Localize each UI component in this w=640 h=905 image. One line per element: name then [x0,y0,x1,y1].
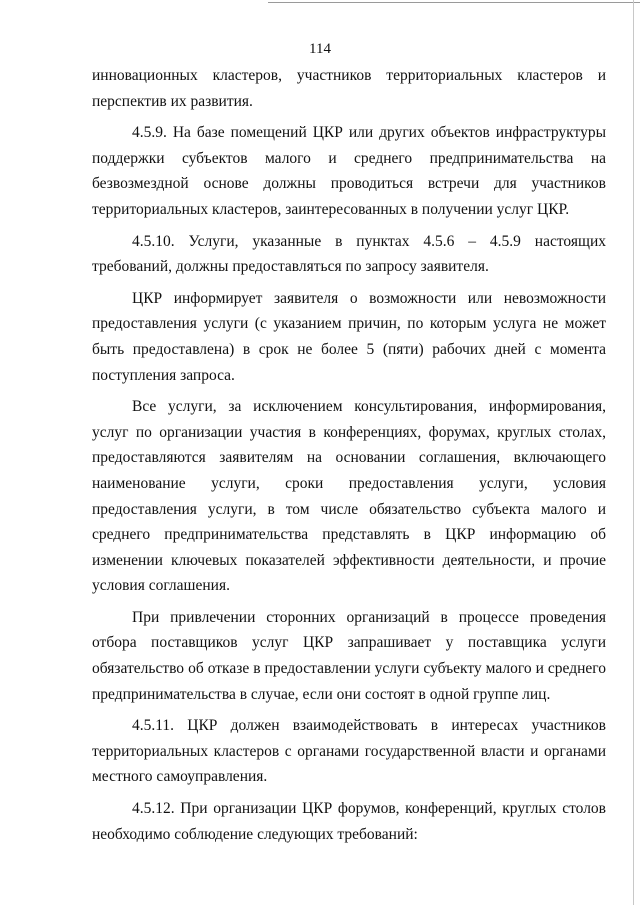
paragraph-4-5-11: 4.5.11. ЦКР должен взаимодействовать в интересах участников территориальных кластеров с органами государственной власти и органами местного самоуправления. [92,717,606,786]
paragraph-third-parties: При привлечении сторонних организаций в процессе проведения отбора поставщиков услуг ЦКР запрашивает у поставщика услуги обязательство об отказе в предоставлении услуги субъекту малого и среднего предпринимательства в случае, если они состоят в одной группе лиц. [92,608,606,703]
paragraph-4-5-12: 4.5.12. При организации ЦКР форумов, конференций, круглых столов необходимо соблюдение следующих требований: [92,800,606,843]
paragraph-continuation: инновационных кластеров, участников территориальных кластеров и перспектив их развития. [92,67,606,110]
paragraph-4-5-10: 4.5.10. Услуги, указанные в пунктах 4.5.6 – 4.5.9 настоящих требований, должны предоставляться по запросу заявителя. [92,232,606,276]
document-body [92,63,606,847]
paragraph-4-5-9: 4.5.9. На базе помещений ЦКР или других объектов инфраструктуры поддержки субъектов малого и среднего предпринимательства на безвозмездной основе должны проводиться встречи для участников территориальных кластеров, заинтересованных в получении услуг ЦКР. [92,124,606,218]
paragraph-all-services: Все услуги, за исключением консультирования, информирования, услуг по организации участия в конференциях, форумах, круглых столах, предоставляются заявителям на основании соглашения, включающего наименование услуги, сроки предоставления услуги, условия предоставления услуги, в том числе обязательство субъекта малого и среднего предпринимательства представлять в ЦКР информацию об изменении ключевых показателей эффективности деятельности, и прочие условия соглашения. [92,398,606,595]
page-number: 114 [309,41,331,57]
scan-edge-top-line [268,2,640,3]
paragraph-ckr-informs: ЦКР информирует заявителя о возможности или невозможности предоставления услуги (с указанием причин, по которым услуга не может быть предоставлена) в срок не более 5 (пяти) рабочих дней с момента поступления запроса. [92,289,606,384]
scan-edge-right-line [633,0,634,905]
